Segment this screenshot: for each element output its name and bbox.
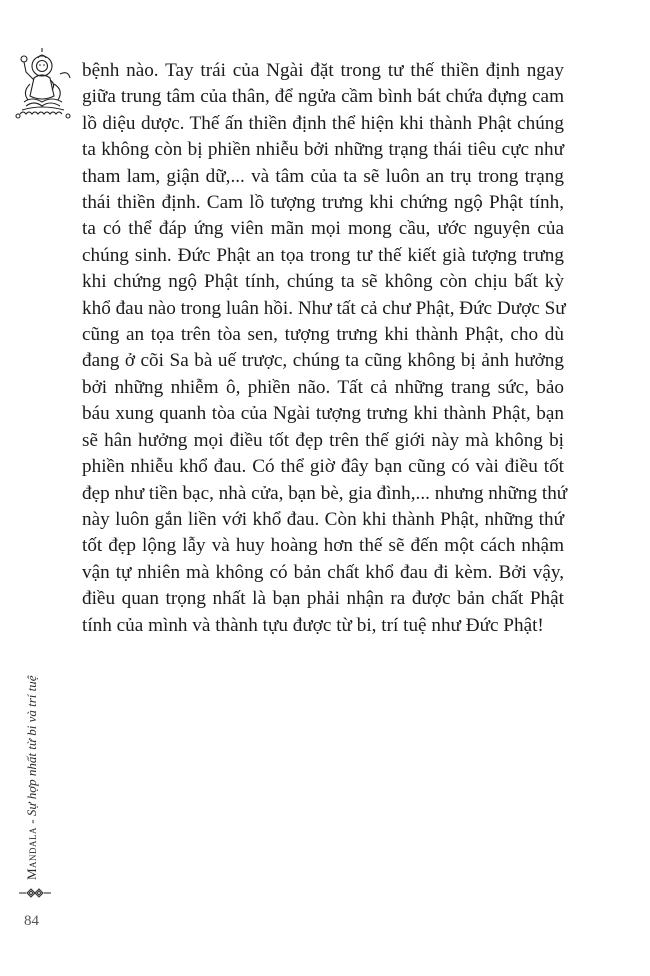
body-line: bởi những nhiễm ô, phiền não. Tất cả những trang sức, bảo bbox=[82, 376, 564, 398]
body-line: bệnh nào. Tay trái của Ngài đặt trong tư thế thiền định ngay bbox=[82, 60, 564, 81]
body-line: tính của mình và thành tựu được từ bi, trí tuệ như Đức Phật! bbox=[82, 614, 544, 636]
body-line: báu xung quanh tòa của Ngài tượng trưng khi thành Phật, bạn bbox=[82, 403, 564, 425]
body-line: tốt đẹp lộng lẫy và huy hoàng hơn thế sẽ đến một cách nhậm bbox=[82, 535, 564, 557]
body-line: này luôn gắn liền với khổ đau. Còn khi thành Phật, những thứ bbox=[82, 508, 564, 530]
body-line: lồ diệu dược. Thế ấn thiền định thể hiện khi thành Phật chúng bbox=[82, 112, 564, 134]
body-line: khi chứng ngộ Phật tính, chúng ta sẽ không còn chịu bất kỳ bbox=[82, 271, 564, 293]
body-paragraph bbox=[82, 58, 568, 639]
body-line: giữa trung tâm của thân, để ngửa cầm bình bát chứa đựng cam bbox=[82, 86, 564, 108]
running-head-book: Mandala bbox=[24, 826, 39, 880]
body-line: cũng an tọa trên tòa sen, tượng trưng khi thành Phật, cho dù bbox=[82, 324, 564, 346]
body-line: sẽ hân hưởng mọi điều tốt đẹp trên thế giới này mà không bị bbox=[82, 429, 564, 451]
body-line: đang ở cõi Sa bà uế trược, chúng ta cũng không bị ảnh hưởng bbox=[82, 350, 564, 372]
endless-knot-icon bbox=[18, 887, 52, 899]
running-head-subtitle: Sự hợp nhất từ bi và trí tuệ bbox=[24, 675, 39, 817]
body-line: ta có thể đáp ứng viên mãn mọi mong cầu, ước nguyện của bbox=[82, 218, 564, 240]
running-head bbox=[24, 650, 40, 880]
buddha-figure-icon bbox=[12, 44, 76, 124]
body-line: điều quan trọng nhất là bạn phải nhận ra được bản chất Phật bbox=[82, 588, 564, 610]
page-number: 84 bbox=[24, 913, 39, 929]
running-head-separator: - bbox=[24, 816, 39, 827]
body-line: ta không còn bị phiền nhiễu bởi những trạng thái tiêu cực như bbox=[82, 139, 564, 161]
body-line: chúng sinh. Đức Phật an tọa trong tư thế kiết già tượng trưng bbox=[82, 244, 564, 266]
body-line: tham lam, giận dữ,... và tâm của ta sẽ luôn an trụ trong trạng bbox=[82, 165, 564, 187]
body-line: phiền nhiễu khổ đau. Có thể giờ đây bạn cũng có vài điều tốt bbox=[82, 456, 564, 478]
body-line: đẹp như tiền bạc, nhà cửa, bạn bè, gia đình,... nhưng những thứ bbox=[82, 482, 568, 504]
body-line: thái thiền định. Cam lồ tượng trưng khi chứng ngộ Phật tính, bbox=[82, 192, 564, 214]
body-line: vận tự nhiên mà không có bản chất khổ đau đi kèm. Bởi vậy, bbox=[82, 561, 564, 583]
body-line: khổ đau nào trong luân hồi. Như tất cả chư Phật, Đức Dược Sư bbox=[82, 297, 566, 319]
